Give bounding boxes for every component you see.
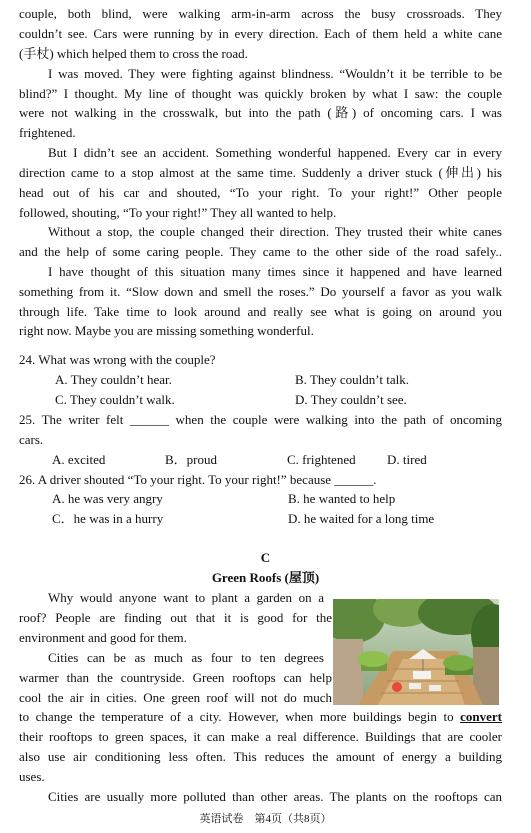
question-25-stem-cont: cars. [19,432,44,447]
q25-option-d[interactable]: D. tired [387,452,427,467]
passage-line: But I didn’t see an accident. Something wonderful happened. Every car in every [48,145,502,160]
passage-line: followed, shouting, “To your right!” They all wanted to help. [19,205,337,220]
passage-line: (手杖) which helped them to cross the road. [19,46,248,61]
q24-option-d[interactable]: D. They couldn’t see. [295,392,407,407]
passage-c-line: environment and good for them. [19,630,187,645]
passage-line: and the help of some caring people. They came to the other side of the road safely.. [19,244,502,259]
passage-c-line: cool the air in cities. One green roof will not do much [19,690,332,705]
passage-line: couldn’t see. Cars were running by in every direction. Each of them held a white cane [19,26,502,41]
passage-c-line: their rooftops to green spaces, it can make a real difference. Buildings that are cooler [19,729,502,744]
passage-line: I was moved. They were fighting against blindness. “Wouldn’t it be terrible to be [48,66,502,81]
q26-option-d[interactable]: D. he waited for a long time [288,511,435,526]
passage-c-line-convert [19,707,502,727]
rooftop-garden-photo [333,599,499,705]
passage-line: frightened. [19,125,76,140]
passage-c-line: Cities are usually more polluted than other areas. The plants on the rooftops can [48,789,502,804]
q25-option-c[interactable]: C. frightened [287,452,356,467]
q24-option-c[interactable]: C. They couldn’t walk. [55,392,175,407]
page-footer: 英语试卷 第4页（共8页） [199,813,332,825]
q25-option-b[interactable]: B．proud [165,452,218,467]
passage-c-line: Why would anyone want to plant a garden on a [48,590,324,605]
passage-line: head out of his car and shouted, “To your right. To your right!” Other people [19,185,502,200]
q26-option-a[interactable]: A. he was very angry [52,491,163,506]
underlined-word-convert: convert [460,709,502,724]
q26-option-c[interactable]: C．he was in a hurry [52,511,164,526]
question-25-stem: 25. The writer felt ______ when the couple were walking into the path of oncoming [19,412,502,427]
q24-option-a[interactable]: A. They couldn’t hear. [55,372,172,387]
passage-line: Without a stop, the couple changed their direction. They trusted their white canes [48,224,502,239]
passage-c-line: Cities can be as much as four to ten degrees [48,650,324,665]
passage-line: couple, both blind, were walking arm-in-arm across the busy crossroads. They [19,6,502,21]
passage-c-line: warmer than the countryside. Green rooftops can help [19,670,332,685]
passage-c-line: also use air conditioning less often. This reduces the amount of energy a building [19,749,502,764]
passage-c-text: to change the temperature of a city. However, when more buildings begin to [19,709,461,724]
passage-line: blind?” I thought. My line of thought was quickly broken by what I saw: the couple [19,86,502,101]
section-letter: C [260,550,271,565]
question-24-stem: 24. What was wrong with the couple? [19,352,216,367]
q26-option-b[interactable]: B. he wanted to help [288,491,396,506]
passage-line: were not walking in the crosswalk, but into the path (路) of oncoming cars. I was [19,105,502,120]
q25-option-a[interactable]: A. excited [52,452,106,467]
question-26-stem: 26. A driver shouted “To your right. To your right!” because ______. [19,472,377,487]
passage-line: direction came to a stop almost at the same time. Suddenly a driver stuck (伸出) his [19,165,502,180]
passage-c-line: roof? People are finding out that it is good for the [19,610,332,625]
passage-line: through life. Take time to look around and really see what is going on around you [19,304,502,319]
passage-c-line: uses. [19,769,45,784]
passage-title: Green Roofs (屋顶) [211,570,320,585]
passage-line: I have thought of this situation many times since it happened and have learned [48,264,502,279]
passage-line: right now. Maybe you are missing something wonderful. [19,323,314,338]
passage-line: something from it. “Slow down and smell the roses.” Do yourself a favor as you walk [19,284,502,299]
q24-option-b[interactable]: B. They couldn’t talk. [295,372,409,387]
